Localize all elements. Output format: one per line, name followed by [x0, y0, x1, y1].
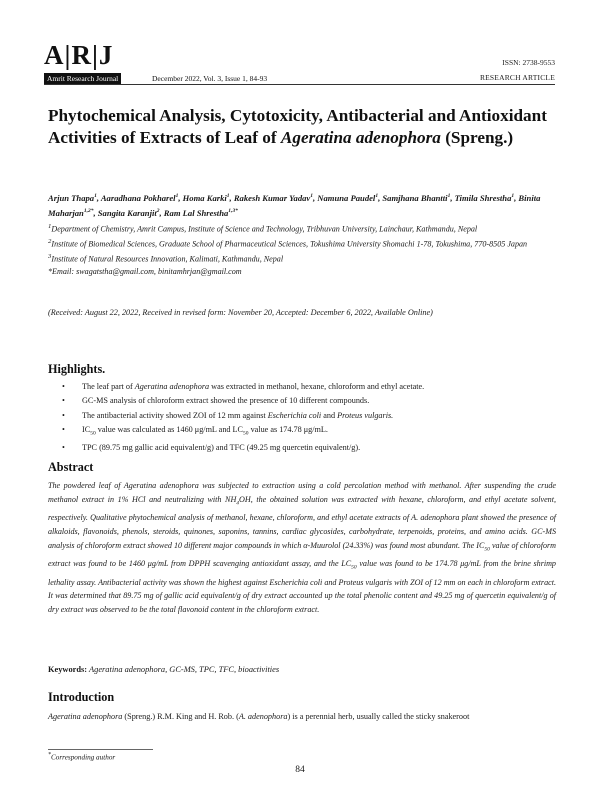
highlight-item: • $IC_{50}$ value was calculated as 1460 μg/mL and $LC_{50}$ value as 174.78 μg/mL.	[62, 423, 562, 441]
author-affiliation-mark: 2	[156, 207, 160, 214]
author-affiliation-mark: 1	[375, 193, 379, 199]
author-name: Sangita Karanjit	[97, 207, 157, 218]
journal-name: Amrit Research Journal	[44, 73, 121, 84]
article-type: RESEARCH ARTICLE	[479, 73, 555, 82]
issn: ISSN: 2738-9553	[502, 58, 555, 67]
page-number: 84	[295, 765, 305, 775]
title-part1: Phytochemical Analysis, Cytotoxicity, Antibacterial and Antioxidant Activities of Extracts of Leaf of	[48, 106, 547, 147]
introduction-heading: Introduction	[48, 690, 115, 704]
affiliation: $^2$Institute of Biomedical Sciences, Graduate School of Pharmaceutical Sciences, Tokushima University Shomachi 1-78, Tokushima, 770-8505 Japan	[48, 237, 528, 249]
author-affiliation-mark: 1	[447, 193, 451, 199]
footnote: *Corresponding author	[48, 752, 116, 762]
highlights-heading: Highlights.	[48, 362, 106, 376]
paper-title	[48, 105, 558, 149]
keywords-text: Ageratina adenophora, GC-MS, TPC, TFC, bioactivities	[87, 665, 280, 674]
keywords-label: Keywords:	[48, 665, 88, 674]
journal-logo: A|R|J	[44, 40, 114, 70]
highlight-item: • The antibacterial activity showed ZOI of 12 mm against Escherichia coli and Proteus vulgaris.	[62, 409, 562, 423]
affiliation: $^3$Institute of Natural Resources Innovation, Kalimati, Kathmandu, Nepal	[48, 252, 284, 264]
author-name: Samjhana Bhantti	[382, 192, 448, 203]
affiliation: $^1$Department of Chemistry, Amrit Campus, Institute of Science and Technology, Tribhuvan University, Lainchaur, Kathmandu, Nepal	[48, 223, 478, 234]
email[interactable]: *Email: swagatstha@gmail.com, binitamhrjan@gmail.com	[48, 266, 242, 276]
footnote-divider	[48, 749, 153, 750]
author-name: Rakesh Kumar Yadav	[233, 192, 311, 203]
author-affiliation-mark: 1,2*	[83, 207, 94, 214]
highlight-item: • The leaf part of Ageratina adenophora was extracted in methanol, hexane, chloroform and ethyl acetate.	[62, 380, 562, 394]
author-name: Homa Karki	[182, 192, 227, 203]
author-affiliation-mark: 1	[94, 193, 97, 199]
author-affiliation-mark: 1,3*	[228, 207, 238, 214]
author-affiliation-mark: 1	[511, 193, 515, 199]
author-name: Aaradhana Pokharel	[100, 192, 176, 203]
author-name: Namuna Paudel	[317, 192, 376, 203]
affiliations	[48, 221, 558, 278]
abstract-heading: Abstract	[48, 460, 94, 474]
highlight-item: • TPC (89.75 mg gallic acid equivalent/g) and TFC (49.25 mg quercetin equivalent/g).	[62, 441, 562, 455]
keywords	[48, 665, 558, 674]
author-name: Timila Shrestha	[454, 192, 512, 203]
author-name: Binita Maharjan	[48, 192, 541, 218]
received-dates: (Received: August 22, 2022, Received in revised form: November 20, Accepted: December 6, 2022, Available Online)	[48, 308, 433, 317]
highlights-list	[62, 380, 562, 455]
issue-info: December 2022, Vol. 3, Issue 1, 84-93	[152, 74, 268, 83]
header-divider	[44, 84, 555, 85]
title-part2: (Spreng.)	[440, 128, 514, 147]
author-affiliation-mark: 1	[175, 193, 179, 199]
author-list: Arjun Thapa$^1$, Aaradhana Pokharel$^1$, Homa Karki$^1$, Rakesh Kumar Yadav$^1$, Namuna Paudel$^1$, Samjhana Bhantti$^1$, Timila Shrestha$^1$, Binita Maharjan$^{1,2*}$, Sangita Karanjit$^2$, Ram Lal Shrestha$^{1,3*}$	[48, 192, 541, 218]
author-name: Ram Lal Shrestha	[163, 207, 229, 218]
author-affiliation-mark: 1	[226, 193, 230, 199]
abstract-body: The powdered leaf of Ageratina adenophora was subjected to extraction using a cold percolation method with methanol. After suspending the crude methanol extract in 1% HCl and neutralizing with $NH_4OH$, the obtained solution was extracted with hexane, chloroform, and ethyl acetate solvent, respectively. Qualitative phytochemical analysis of methanol, hexane, chloroform, and ethyl acetate extracts of A. adenophora plant showed the presence of alkaloids, flavonoids, phenols, steroids, quinones, saponins, tannins, cardiac glycosides, carbohydrate, terpenoids, proteins, and amino acids. GC-MS analysis of chloroform extract showed 10 different major compounds in which α-Muurolol (24.33%) was found most abundant. The $IC_{50}$ value of chloroform extract was found to be 1460 μg/mL from DPPH scavenging antioxidant assay, and the $LC_{50}$ value was found to be 174.78 μg/mL from the brine shrimp lethality assay. Antibacterial activity was shown the highest against Escherichia coli and Proteus vulgaris with ZOI of 12 mm on each in chloroform extract. It was determined that 89.75 mg of gallic acid equivalent/g of dry extract accounted up the total phenolic content and 49.25 mg of quercetin equivalent/g of dry extract was observed to be the total flavonoid content in the chloroform extract.	[48, 481, 556, 615]
author-name: Arjun Thapa	[48, 192, 95, 203]
highlight-item: • GC-MS analysis of chloroform extract showed the presence of 10 different compounds.	[62, 394, 562, 408]
introduction-body: Ageratina adenophora (Spreng.) R.M. King and H. Rob. (A. adenophora) is a perennial herb, usually called the sticky snakeroot	[48, 712, 470, 721]
title-species: Ageratina adenophora	[280, 128, 441, 147]
author-affiliation-mark: 1	[310, 193, 313, 199]
